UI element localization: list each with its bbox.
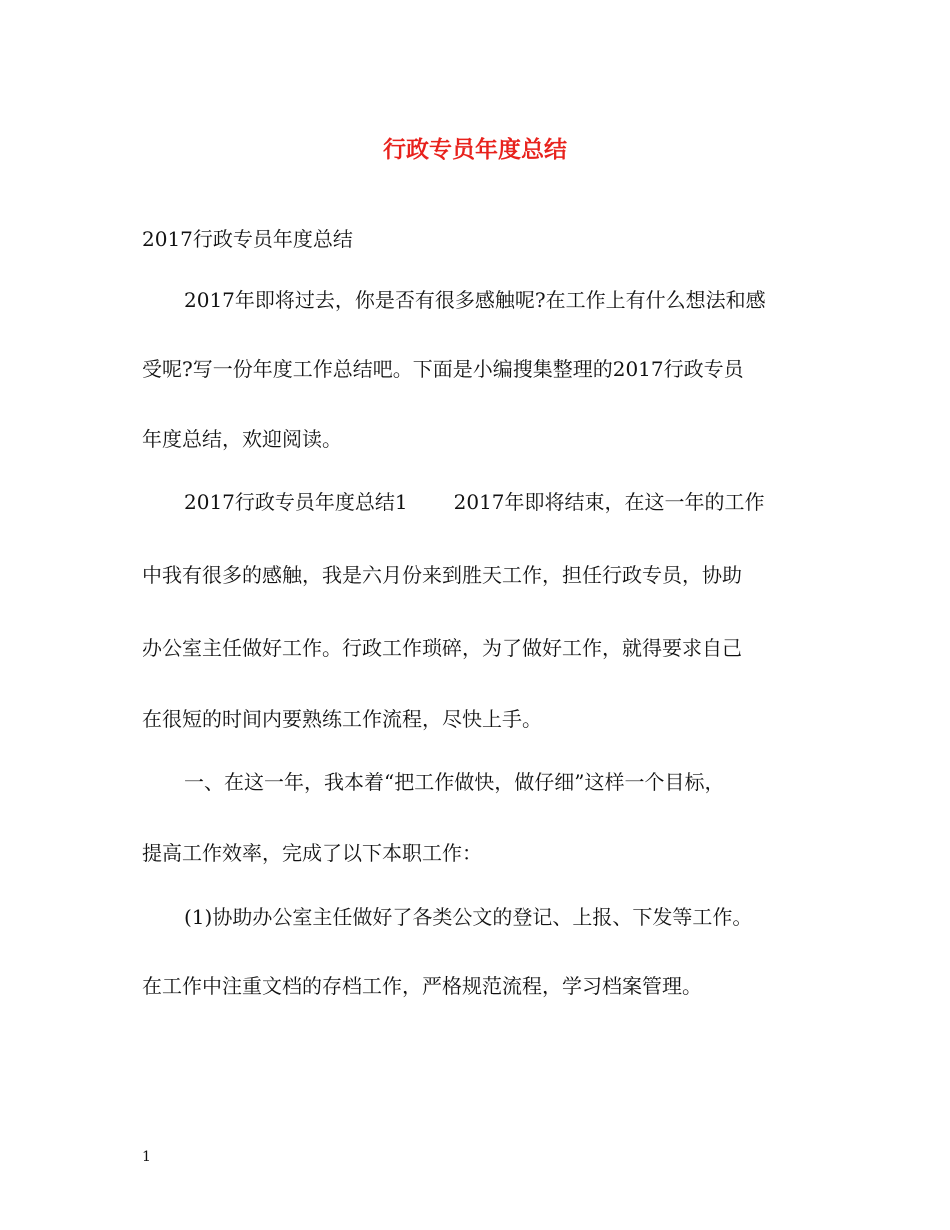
section1-heading: 2017行政专员年度总结1 bbox=[184, 490, 408, 514]
intro-line-3: 年度总结，欢迎阅读。 bbox=[142, 427, 342, 451]
section1-first-line bbox=[184, 487, 765, 517]
section1-line-4: 在很短的时间内要熟练工作流程，尽快上手。 bbox=[142, 707, 542, 731]
point1-line-1: 一、在这一年，我本着“把工作做快，做仔细”这样一个目标， bbox=[184, 770, 725, 794]
item1-line-1: (1)协助办公室主任做好了各类公文的登记、上报、下发等工作。 bbox=[184, 905, 753, 929]
page-number: 1 bbox=[142, 1149, 151, 1165]
point1-line-2: 提高工作效率，完成了以下本职工作： bbox=[142, 841, 482, 865]
intro-line-2: 受呢?写一份年度工作总结吧。下面是小编搜集整理的2017行政专员 bbox=[142, 357, 744, 381]
intro-line-1: 2017年即将过去，你是否有很多感触呢?在工作上有什么想法和感 bbox=[184, 288, 766, 312]
document-subtitle: 2017行政专员年度总结 bbox=[142, 227, 353, 251]
section1-line-3: 办公室主任做好工作。行政工作琐碎，为了做好工作，就得要求自己 bbox=[142, 636, 742, 660]
document-title: 行政专员年度总结 bbox=[383, 136, 567, 163]
section1-line-2: 中我有很多的感触，我是六月份来到胜天工作，担任行政专员，协助 bbox=[142, 563, 742, 587]
section1-line-1: 2017年即将结束，在这一年的工作 bbox=[453, 490, 765, 514]
item1-line-2: 在工作中注重文档的存档工作，严格规范流程，学习档案管理。 bbox=[142, 974, 702, 998]
